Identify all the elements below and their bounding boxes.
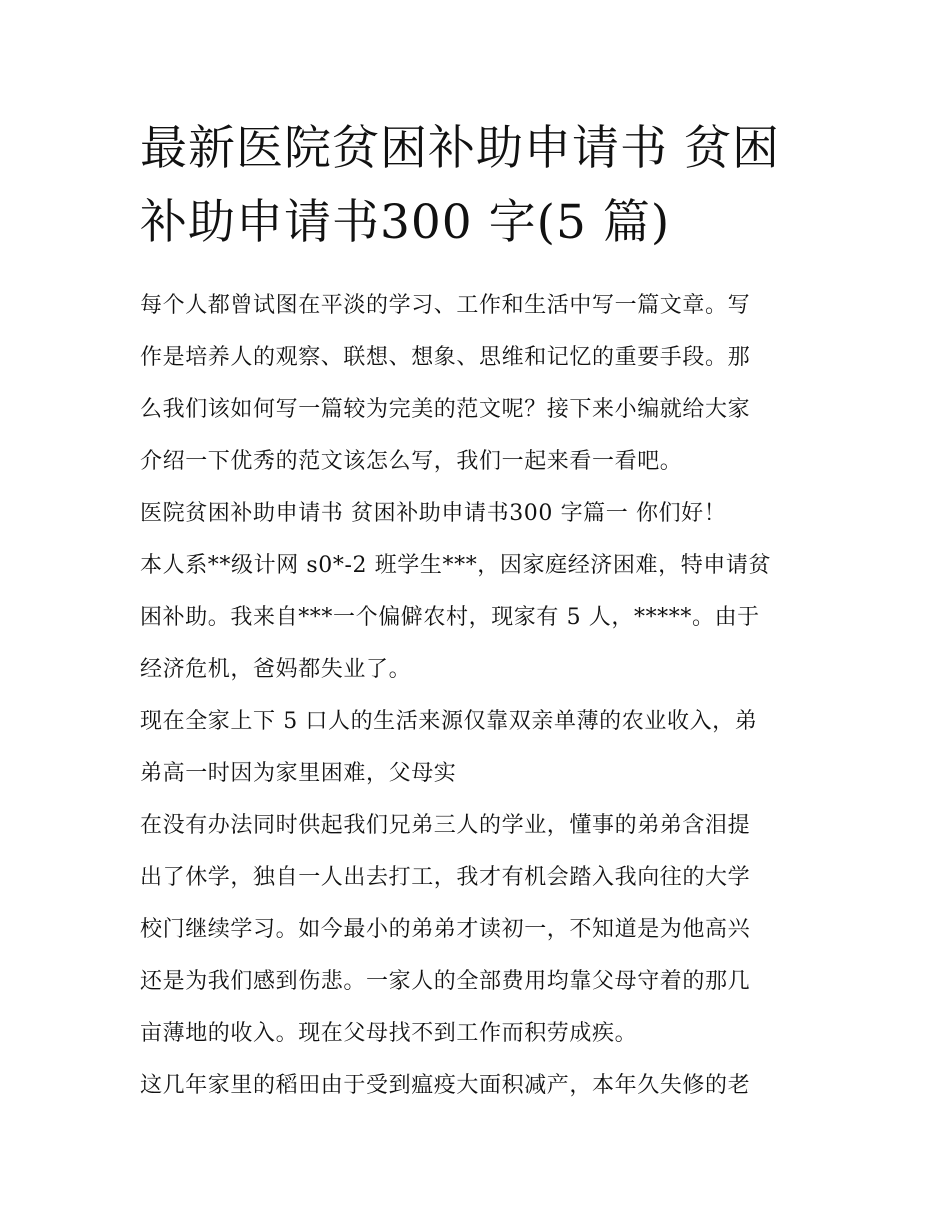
body-line: 这几年家里的稻田由于受到瘟疫大面积减产，本年久失修的老	[140, 1073, 751, 1098]
title-line-1: 最新医院贫困补助申请书 贫困	[140, 121, 780, 176]
body-line: 困补助。我来自***一个偏僻农村，现家有 5 人，*****。由于	[140, 605, 760, 630]
body-line: 在没有办法同时供起我们兄弟三人的学业，懂事的弟弟含泪提	[140, 813, 751, 838]
body-line: 出了休学，独自一人出去打工，我才有机会踏入我向往的大学	[140, 865, 751, 890]
body-line: 介绍一下优秀的范文该怎么写，我们一起来看一看吧。	[140, 449, 683, 474]
body-line: 还是为我们感到伤悲。一家人的全部费用均靠父母守着的那几	[140, 969, 751, 994]
body-line: 经济危机，爸妈都失业了。	[140, 657, 412, 682]
body-line: 医院贫困补助申请书 贫困补助申请书300 字篇一 你们好！	[140, 501, 727, 526]
body-line: 现在全家上下 5 口人的生活来源仅靠双亲单薄的农业收入，弟	[140, 709, 758, 734]
title-line-2: 补助申请书300 字(5 篇)	[140, 195, 671, 250]
body-line: 亩薄地的收入。现在父母找不到工作而积劳成疾。	[140, 1021, 638, 1046]
body-line: 每个人都曾试图在平淡的学习、工作和生活中写一篇文章。写	[140, 293, 751, 318]
body-line: 作是培养人的观察、联想、想象、思维和记忆的重要手段。那	[140, 345, 751, 370]
body-line: 本人系**级计网 s0*-2 班学生***，因家庭经济困难，特申请贫	[140, 553, 772, 578]
body-line: 校门继续学习。如今最小的弟弟才读初一，不知道是为他高兴	[140, 917, 751, 942]
document-body	[140, 280, 820, 1112]
body-line: 弟高一时因为家里困难，父母实	[140, 761, 457, 786]
document-title	[140, 112, 820, 260]
body-line: 么我们该如何写一篇较为完美的范文呢？接下来小编就给大家	[140, 397, 751, 422]
